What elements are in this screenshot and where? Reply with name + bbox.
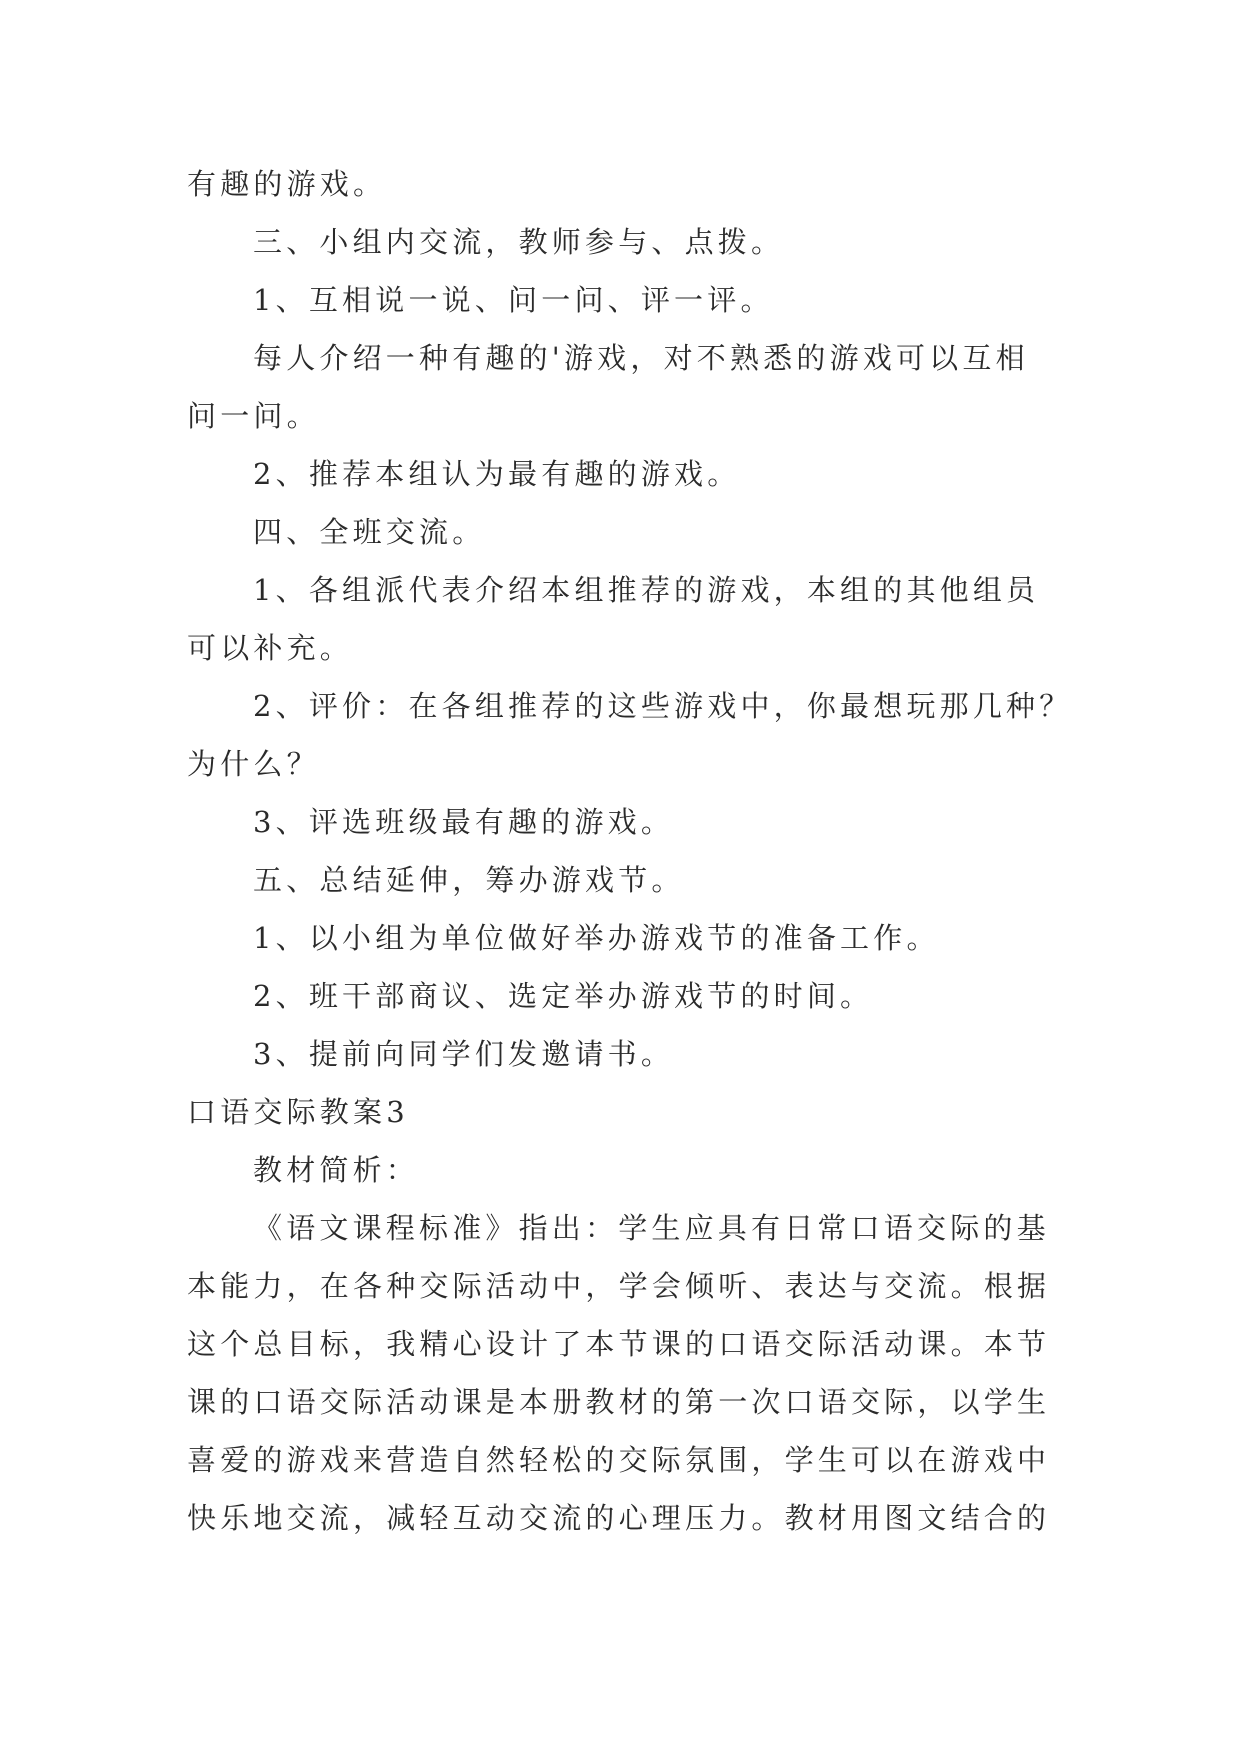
text-line: 1、互相说一说、问一问、评一评。	[253, 283, 774, 317]
text-line: 1、各组派代表介绍本组推荐的游戏，本组的其他组员	[253, 573, 1040, 607]
text-line: 本能力，在各种交际活动中，学会倾听、表达与交流。根据	[187, 1269, 1051, 1303]
text-line: 喜爱的游戏来营造自然轻松的交际氛围，学生可以在游戏中	[187, 1443, 1051, 1477]
text-line: 1、以小组为单位做好举办游戏节的准备工作。	[253, 921, 940, 955]
text-line: 每人介绍一种有趣的'游戏，对不熟悉的游戏可以互相	[253, 341, 1029, 375]
section-heading: 三、小组内交流，教师参与、点拨。	[253, 225, 785, 259]
text-line: 有趣的游戏。	[187, 167, 387, 201]
text-line: 《语文课程标准》指出：学生应具有日常口语交际的基	[253, 1211, 1050, 1245]
text-line: 这个总目标，我精心设计了本节课的口语交际活动课。本节	[187, 1327, 1051, 1361]
text-line: 3、提前向同学们发邀请书。	[253, 1037, 675, 1071]
document-title: 口语交际教案3	[187, 1095, 409, 1129]
text-line: 3、评选班级最有趣的游戏。	[253, 805, 675, 839]
section-heading: 五、总结延伸，筹办游戏节。	[253, 863, 685, 897]
text-line: 课的口语交际活动课是本册教材的第一次口语交际，以学生	[187, 1385, 1051, 1419]
text-line: 2、班干部商议、选定举办游戏节的时间。	[253, 979, 874, 1013]
text-line: 2、推荐本组认为最有趣的游戏。	[253, 457, 741, 491]
text-line: 快乐地交流，减轻互动交流的心理压力。教材用图文结合的	[187, 1501, 1051, 1535]
section-heading: 四、全班交流。	[253, 515, 486, 549]
section-heading: 教材简析：	[253, 1153, 420, 1187]
text-line: 可以补充。	[187, 631, 354, 665]
text-line: 2、评价：在各组推荐的这些游戏中，你最想玩那几种？	[253, 689, 1073, 723]
text-line: 问一问。	[187, 399, 320, 433]
text-line: 为什么？	[187, 747, 320, 781]
